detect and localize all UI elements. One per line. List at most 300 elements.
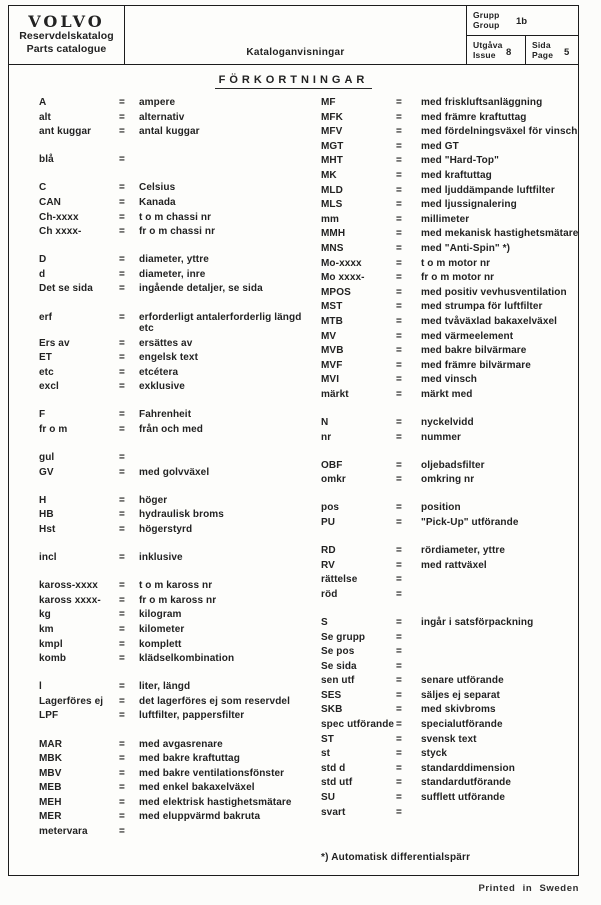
abbreviation-meaning [421,389,575,404]
equals-sign: = [119,623,125,635]
abbreviation-term: Hst [39,523,56,535]
equals-sign: = [119,452,125,464]
equals-sign: = [119,352,125,364]
abbreviation-meaning [421,112,575,127]
group-label-en: Group [473,20,500,30]
abbreviation-meaning [421,126,577,141]
equals-sign: = [119,594,125,606]
abbreviation-meaning [139,797,307,812]
abbreviation-row [39,653,307,668]
abbreviation-row [39,797,307,812]
abbreviation-row [39,269,307,284]
abbreviation-row [321,97,575,112]
abbreviation-meaning [421,374,575,389]
equals-sign: = [119,580,125,592]
abbreviation-term: incl [39,552,57,564]
meaning-line1: med bakre kraftuttag [139,753,240,765]
abbreviation-row [39,367,307,382]
equals-sign: = [396,474,402,486]
meaning-line1: specialutförande [421,719,503,731]
abbreviation-meaning [421,316,575,331]
abbreviation-meaning [421,719,575,734]
abbreviation-row [321,170,575,185]
abbreviation-row [39,197,307,212]
abbreviation-term: omkr [321,474,346,486]
equals-sign: = [396,199,402,211]
abbreviation-meaning [139,212,307,227]
equals-sign: = [396,213,402,225]
abbreviation-meaning [421,214,575,229]
equals-sign: = [119,424,125,435]
meaning-line1: etcétera [139,366,179,378]
abbreviation-row [39,826,307,841]
equals-sign: = [119,126,125,138]
abbreviation-meaning [139,226,307,241]
abbreviation-meaning [421,675,575,690]
abbreviation-term: MFK [321,111,343,123]
abbreviation-row [39,710,307,725]
abbreviation-row [321,646,575,661]
meaning-line1: från och med [139,424,203,435]
equals-sign: = [396,140,402,152]
abbreviation-term: pos [321,502,340,514]
meaning-line1: luftfilter, pappersfilter [139,710,245,722]
equals-sign: = [119,494,125,506]
meaning-line1: märkt med [421,388,473,400]
equals-sign: = [119,767,125,779]
abbreviation-term: MFV [321,126,343,138]
meaning-line1: fr o m kaross nr [139,594,217,606]
abbreviation-row [39,696,307,711]
equals-sign: = [396,631,402,643]
equals-sign: = [396,733,402,745]
abbreviation-term: Ch xxxx- [39,226,82,238]
abbreviation-row [39,739,307,754]
equals-sign: = [119,283,125,295]
meaning-line1: kilometer [139,623,185,635]
meaning-line1: med värmeelement [421,330,514,342]
abbreviation-group [321,545,575,603]
equals-sign: = [396,228,402,240]
abbreviation-meaning [421,589,575,604]
abbreviation-term: alt [39,111,51,123]
meaning-line1: engelsk text [139,352,199,364]
brand-cell [9,6,125,64]
abbreviation-term: Ch-xxxx [39,211,79,223]
equals-sign: = [119,738,125,750]
abbreviation-term: SKB [321,704,343,716]
equals-sign: = [396,675,402,687]
abbreviation-row [321,126,578,141]
page-border-frame [8,5,579,876]
equals-sign: = [396,574,402,586]
equals-sign: = [396,762,402,774]
equals-sign: = [119,811,125,823]
abbreviation-meaning [139,97,307,112]
abbreviation-group [39,452,307,481]
abbreviation-meaning [139,524,307,539]
equals-sign: = [119,681,125,693]
abbreviation-term: OBF [321,459,343,471]
abbreviation-row [321,460,575,475]
abbreviation-meaning [421,734,575,749]
abbreviation-meaning [139,154,307,169]
page-label-sv: Sida [532,40,551,50]
group-box [467,6,578,36]
abbreviation-term: GV [39,466,54,478]
abbreviation-term: Ers av [39,337,70,349]
abbreviation-row [39,97,307,112]
equals-sign: = [119,366,125,378]
meaning-line1: med eluppvärmd bakruta [139,811,261,823]
abbreviation-row [321,574,575,589]
page-number-value: 5 [564,47,570,58]
abbreviation-row [321,589,575,604]
equals-sign: = [396,359,402,371]
footnote: *) Automatisk differentialspärr [321,852,471,863]
abbreviation-group [39,182,307,240]
abbreviation-row [39,609,307,624]
abbreviation-meaning [139,595,307,610]
abbreviation-meaning [421,243,575,258]
equals-sign: = [396,257,402,269]
abbreviation-meaning [139,768,307,783]
abbreviation-term: CAN [39,196,61,208]
meaning-line1: svensk text [421,733,477,745]
abbreviation-term: erf [39,311,53,323]
equals-sign: = [119,196,125,208]
abbreviation-row [39,753,307,768]
meaning-line1: med strumpa för luftfilter [421,301,543,313]
abbreviation-term: Mo-xxxx [321,257,362,269]
equals-sign: = [396,111,402,123]
equals-sign: = [396,330,402,342]
abbreviation-term: C [39,182,47,194]
abbreviation-row [39,312,307,338]
abbreviation-term: A [39,97,47,108]
abbreviation-term: std d [321,762,346,774]
abbreviation-group [321,460,575,489]
meaning-line1: oljebadsfilter [421,459,485,471]
abbreviation-term: mm [321,213,339,225]
equals-sign: = [119,182,125,194]
abbreviation-meaning [421,141,575,156]
abbreviation-row [321,517,575,532]
meaning-line1: exklusive [139,381,185,393]
abbreviation-meaning [139,580,307,595]
meaning-line1: med friskluftsanläggning [421,97,543,108]
equals-sign: = [119,552,125,564]
abbreviation-term: Se pos [321,646,355,658]
abbreviation-meaning [421,360,575,375]
meaning-line1: med bakre ventilationsfönster [139,767,285,779]
equals-sign: = [119,653,125,665]
abbreviation-term: MST [321,301,343,313]
brand-subtitle-en: Parts catalogue [26,42,107,55]
equals-sign: = [396,660,402,672]
meaning-line1: med elektrisk hastighetsmätare [139,796,292,808]
equals-sign: = [119,211,125,223]
abbreviation-meaning [139,126,307,141]
abbreviation-row [39,338,307,353]
abbreviation-row [321,777,575,792]
equals-sign: = [119,710,125,722]
abbreviation-term: H [39,494,47,506]
equals-sign: = [119,509,125,521]
abbreviation-term: MLS [321,199,343,211]
abbreviation-meaning [421,545,575,560]
meaning-line2: erforderlig längd etc [139,311,302,335]
abbreviation-term: st [321,748,331,760]
abbreviation-meaning [421,792,575,807]
header-center-cell [125,6,466,64]
abbreviation-row [321,719,575,734]
group-value: 1b [516,16,528,27]
meaning-line1: Fahrenheit [139,409,192,421]
abbreviation-meaning [421,777,575,792]
abbreviation-term: ant kuggar [39,126,92,138]
abbreviation-group [321,417,575,446]
meaning-line1: diameter, yttre [139,254,209,266]
meaning-line1: med positiv vevhusventilation [421,286,567,298]
equals-sign: = [396,459,402,471]
equals-sign: = [396,777,402,789]
abbreviation-meaning [421,690,575,705]
abbreviation-column-right [321,97,579,821]
abbreviation-group [321,617,575,821]
abbreviation-group [39,580,307,668]
issue-box [467,36,526,64]
equals-sign: = [396,502,402,514]
abbreviation-row [321,243,575,258]
page-label-en: Page [532,50,554,60]
abbreviation-term: märkt [321,388,349,400]
equals-sign: = [119,154,125,166]
equals-sign: = [119,695,125,707]
meaning-line1: t o m kaross nr [139,580,213,592]
abbreviation-term: MVF [321,359,343,371]
equals-sign: = [119,111,125,123]
meaning-line1: rördiameter, yttre [421,545,506,557]
meaning-line1: omkring nr [421,474,475,486]
abbreviation-term: MEB [39,782,62,794]
abbreviation-meaning [139,367,307,382]
abbreviation-term: MVI [321,374,340,386]
abbreviation-term: Lagerföres ej [39,695,104,707]
abbreviation-row [321,617,575,632]
abbreviation-meaning [421,155,575,170]
page-number-box [526,36,578,64]
abbreviation-term: rättelse [321,574,358,586]
equals-sign: = [396,431,402,443]
abbreviation-meaning [139,609,307,624]
meaning-line1: med ljuddämpande luftfilter [421,184,555,196]
abbreviation-term: MHT [321,155,343,167]
abbreviation-row [39,524,307,539]
abbreviation-term: gul [39,452,55,464]
abbreviation-row [321,807,575,822]
meaning-line1: högerstyrd [139,523,193,535]
abbreviation-meaning [139,409,307,424]
meaning-line1: nyckelvidd [421,416,474,428]
abbreviation-term: D [39,254,47,266]
abbreviation-term: MF [321,97,336,108]
brand-subtitle-sv: Reservdelskatalog [19,30,114,42]
equals-sign: = [396,126,402,138]
meaning-line1: Kanada [139,196,176,208]
abbreviation-meaning [421,331,575,346]
meaning-line1: sufflett utförande [421,792,506,804]
page-header [9,6,578,65]
equals-sign: = [396,374,402,386]
meaning-line1: med främre kraftuttag [421,111,527,123]
abbreviation-term: S [321,616,328,628]
abbreviation-meaning [421,560,575,575]
abbreviation-term: fr o m [39,424,68,435]
abbreviation-term: MER [39,811,62,823]
equals-sign: = [396,97,402,108]
abbreviation-term: MNS [321,242,344,254]
abbreviation-meaning [421,199,575,214]
equals-sign: = [119,826,125,838]
abbreviation-row [39,126,307,141]
meaning-line1: liter, längd [139,681,191,693]
meaning-line1: med GT [421,140,459,152]
abbreviation-meaning [421,185,575,200]
abbreviation-meaning [421,432,575,447]
abbreviation-row [321,345,575,360]
abbreviation-meaning [139,283,307,298]
issue-page-row [467,36,578,64]
abbreviation-row [321,545,575,560]
equals-sign: = [396,748,402,760]
abbreviation-row [39,580,307,595]
abbreviation-row [321,185,575,200]
abbreviation-term: sen utf [321,675,355,687]
abbreviation-meaning [421,345,575,360]
abbreviation-meaning [421,502,575,517]
meaning-line1: med vinsch [421,374,478,386]
abbreviation-term: kmpl [39,638,63,650]
equals-sign: = [396,286,402,298]
meaning-line1: t o m chassi nr [139,211,212,223]
meaning-line1: med ljussignalering [421,199,517,211]
abbreviation-meaning [139,197,307,212]
meaning-line1: med "Hard-Top" [421,155,499,167]
meaning-line1: ampere [139,97,176,108]
meaning-line1: standardutförande [421,777,512,789]
abbreviation-row [321,228,579,243]
abbreviation-meaning [139,826,307,841]
abbreviation-row [39,509,307,524]
abbreviation-row [321,560,575,575]
abbreviation-meaning [139,710,307,725]
abbreviation-term: nr [321,431,332,443]
abbreviation-term: etc [39,366,54,378]
abbreviation-meaning [139,624,307,639]
abbreviation-row [321,417,575,432]
equals-sign: = [396,155,402,167]
abbreviation-row [39,283,307,298]
page-title: FÖRKORTNINGAR [215,74,373,89]
abbreviation-row [39,409,307,424]
abbreviation-term: F [39,409,46,421]
abbreviation-row [39,112,307,127]
abbreviation-meaning [139,653,307,668]
meaning-line1: fr o m motor nr [421,272,495,284]
abbreviation-term: kaross xxxx- [39,594,101,606]
abbreviation-row [321,141,575,156]
abbreviation-row [321,214,575,229]
equals-sign: = [396,559,402,571]
abbreviation-term: blå [39,154,54,166]
abbreviation-meaning [421,417,575,432]
meaning-line1: diameter, inre [139,268,206,280]
meaning-line1: millimeter [421,213,470,225]
abbreviation-row [321,734,575,749]
abbreviation-term: röd [321,588,338,600]
equals-sign: = [396,345,402,357]
abbreviation-group [39,739,307,841]
equals-sign: = [119,782,125,794]
meaning-line1: säljes ej separat [421,689,500,701]
abbreviation-term: ET [39,352,52,364]
abbreviation-row [39,624,307,639]
page-title-wrap [9,70,578,89]
issue-label-en: Issue [473,50,496,60]
section-label: Kataloganvisningar [246,47,345,58]
abbreviation-meaning [421,632,575,647]
abbreviation-term: MBV [39,767,62,779]
abbreviation-meaning [139,467,307,482]
meaning-line1: med tvåväxlad bakaxelväxel [421,315,558,327]
page-number-label [526,36,578,60]
abbreviation-group [39,681,307,725]
abbreviation-meaning [421,258,575,273]
meaning-line1: med kraftuttag [421,169,492,181]
abbreviation-row [39,226,307,241]
abbreviation-row [39,154,307,169]
abbreviation-meaning [139,112,307,127]
abbreviation-term: MAR [39,738,63,750]
abbreviation-meaning [421,763,575,778]
abbreviation-row [321,432,575,447]
abbreviation-row [321,690,575,705]
abbreviation-row [39,381,307,396]
abbreviation-row [39,254,307,269]
abbreviation-row [321,199,575,214]
abbreviation-term: MMH [321,228,346,240]
abbreviation-term: l [39,681,42,693]
abbreviation-row [39,424,307,439]
abbreviation-row [321,792,575,807]
abbreviation-meaning [421,617,575,632]
abbreviation-row [321,316,575,331]
abbreviation-row [39,811,307,826]
abbreviation-meaning [421,287,575,302]
equals-sign: = [396,545,402,557]
meaning-line1: med främre bilvärmare [421,359,531,371]
abbreviation-row [39,639,307,654]
meaning-line1: inklusive [139,552,183,564]
meaning-line1: klädselkombination [139,653,235,665]
abbreviation-column-left [39,97,307,841]
issue-label [467,36,525,60]
equals-sign: = [396,301,402,313]
abbreviation-meaning [421,704,575,719]
abbreviation-row [39,212,307,227]
abbreviation-meaning [139,269,307,284]
